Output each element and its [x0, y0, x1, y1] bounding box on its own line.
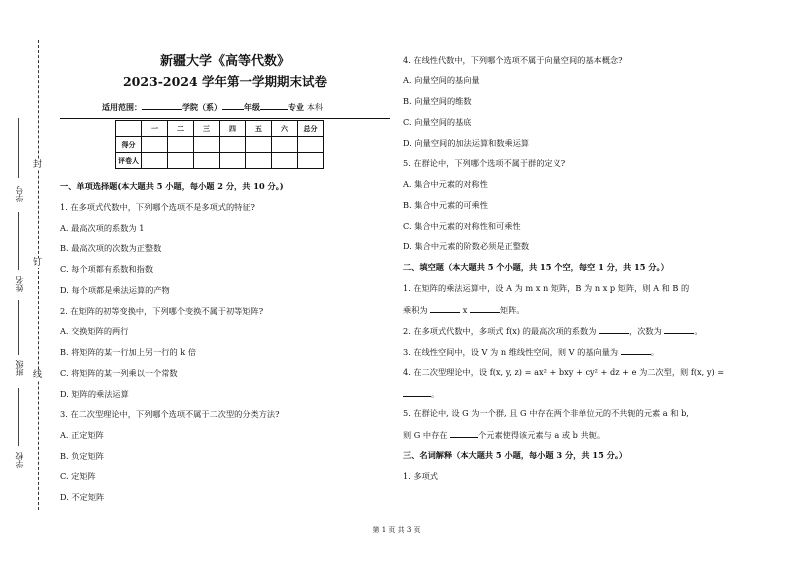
col-header: 三	[194, 121, 220, 137]
grader-cell[interactable]	[246, 153, 272, 169]
score-cell[interactable]	[298, 137, 324, 153]
q3-option: C. 定矩阵	[60, 471, 96, 481]
q1-option: C. 每个项都有系数和指数	[60, 264, 154, 274]
class-label: 班级	[15, 360, 24, 376]
fill-q1-blank-cols[interactable]	[470, 304, 500, 313]
fill-q1-line1: 1. 在矩阵的乘法运算中，设 A 为 m x n 矩阵，B 为 n x p 矩阵，则 A 和 B 的	[403, 283, 690, 293]
college-blank[interactable]	[142, 101, 182, 110]
fill-q2-text-b: ，次数为	[629, 326, 662, 336]
col-header: 五	[246, 121, 272, 137]
fill-q1-blank-rows[interactable]	[430, 304, 460, 313]
fill-q3-text-a: 3. 在线性空间中，设 V 为 n 维线性空间，则 V 的基向量为	[403, 347, 619, 357]
scope-label: 适用范围：	[102, 102, 142, 112]
binding-dashed-line	[38, 40, 39, 510]
score-cell[interactable]	[220, 137, 246, 153]
fill-q4-line1: 4. 在二次型理论中，设 f(x, y, z) = ax² + bxy + cy² + dz + e 为二次型，则 f(x, y) =	[403, 367, 725, 377]
q1-option: A. 最高次项的系数为 1	[60, 223, 145, 233]
score-table-header	[116, 121, 324, 137]
fill-q2	[403, 325, 703, 337]
grader-cell[interactable]	[272, 153, 298, 169]
row-label: 得分	[116, 137, 142, 153]
fill-q2-text-c: 。	[694, 326, 703, 336]
fill-q1-line2	[403, 304, 525, 316]
q2-stem: 2. 在矩阵的初等变换中，下列哪个变换不属于初等矩阵?	[60, 306, 264, 316]
grader-cell[interactable]	[142, 153, 168, 169]
name-line	[18, 212, 19, 270]
score-table	[115, 120, 324, 169]
col-header: 总分	[298, 121, 324, 137]
col-header: 四	[220, 121, 246, 137]
seal-mark: 封	[33, 160, 43, 170]
grader-cell[interactable]	[220, 153, 246, 169]
q2-option: B. 将矩阵的某一行加上另一行的 k 倍	[60, 347, 197, 357]
major-blank[interactable]	[260, 101, 288, 110]
q5-option: A. 集合中元素的对称性	[403, 179, 488, 189]
grader-cell[interactable]	[168, 153, 194, 169]
binding-margin	[0, 0, 50, 561]
q5-option: B. 集合中元素的可乘性	[403, 200, 488, 210]
student-id-line	[18, 118, 19, 178]
score-cell[interactable]	[142, 137, 168, 153]
q4-option: C. 向量空间的基底	[403, 117, 472, 127]
q3-stem: 3. 在二次型理论中，下列哪个选项不属于二次型的分类方法?	[60, 409, 280, 419]
exam-title: 2023-2024 学年第一学期期末试卷	[122, 74, 328, 89]
line-mark: 线	[33, 370, 43, 380]
score-cell[interactable]	[272, 137, 298, 153]
school-title: 新疆大学《高等代数》	[159, 54, 290, 69]
q2-option: A. 交换矩阵的两行	[60, 326, 129, 336]
section2-heading: 二、填空题（本大题共 5 个小题，共 15 个空，每空 1 分，共 15 分。）	[403, 262, 669, 272]
section3-heading: 三、名词解释（本大题共 5 小题，每小题 3 分，共 15 分。）	[403, 450, 628, 460]
grade-blank[interactable]	[222, 101, 244, 110]
q3-option: A. 正定矩阵	[60, 430, 104, 440]
bind-mark: 钉	[33, 258, 43, 268]
q5-option: C. 集合中元素的对称性和可乘性	[403, 221, 521, 231]
grader-cell[interactable]	[298, 153, 324, 169]
col-header: 二	[168, 121, 194, 137]
col-header: 六	[272, 121, 298, 137]
term-q1: 1. 多项式	[403, 471, 438, 481]
row-label: 评卷人	[116, 153, 142, 169]
school-line	[18, 388, 19, 446]
fill-q3-text-b: 。	[650, 347, 659, 357]
student-id-label: 学号	[15, 186, 24, 202]
fill-q3-blank[interactable]	[621, 346, 651, 355]
college-label: 学院（系）	[182, 102, 222, 112]
fill-q4-text-b: 。	[431, 389, 440, 399]
q5-option: D. 集合中元素的阶数必须是正整数	[403, 241, 530, 251]
fill-q5-text-a: 则 G 中存在	[403, 430, 448, 440]
score-row	[116, 137, 324, 153]
major-label: 专业	[288, 102, 304, 112]
score-cell[interactable]	[246, 137, 272, 153]
header-rule	[60, 118, 390, 119]
q2-option: D. 矩阵的乘法运算	[60, 389, 129, 399]
fill-q5-line2	[403, 429, 605, 441]
col-header: 一	[142, 121, 168, 137]
q3-option: D. 不定矩阵	[60, 492, 105, 502]
fill-q2-blank-coef[interactable]	[599, 325, 629, 334]
fill-q5-blank[interactable]	[450, 429, 478, 438]
scope-line	[102, 101, 323, 113]
fill-q3	[403, 346, 659, 358]
page-footer: 第 1 页 共 3 页	[372, 526, 421, 534]
score-table-corner	[116, 121, 142, 137]
level-value: 本科	[307, 103, 323, 112]
q1-option: D. 每个项都是乘法运算的产物	[60, 285, 170, 295]
q1-stem: 1. 在多项式代数中，下列哪个选项不是多项式的特征?	[60, 202, 255, 212]
fill-q4-line2	[403, 388, 439, 400]
section1-heading: 一、单项选择题(本大题共 5 小题，每小题 2 分，共 10 分。)	[60, 181, 284, 191]
q3-option: B. 负定矩阵	[60, 451, 104, 461]
school-label: 学校	[15, 452, 24, 468]
q4-option: B. 向量空间的维数	[403, 96, 472, 106]
name-label: 姓名	[15, 276, 24, 292]
fill-q4-blank[interactable]	[403, 388, 431, 397]
fill-q1-text-a: 乘积为	[403, 305, 428, 315]
q4-stem: 4. 在线性代数中，下列哪个选项不属于向量空间的基本概念?	[403, 55, 623, 65]
q4-option: A. 向量空间的基向量	[403, 75, 480, 85]
score-cell[interactable]	[194, 137, 220, 153]
q4-option: D. 向量空间的加法运算和数乘运算	[403, 138, 530, 148]
grader-row	[116, 153, 324, 169]
q2-option: C. 将矩阵的某一列乘以一个常数	[60, 368, 178, 378]
fill-q2-blank-degree[interactable]	[664, 325, 694, 334]
grade-label: 年级	[244, 102, 260, 112]
q5-stem: 5. 在群论中，下列哪个选项不属于群的定义?	[403, 158, 566, 168]
fill-q1-text-c: 矩阵。	[500, 305, 525, 315]
class-line	[18, 300, 19, 355]
fill-q5-line1: 5. 在群论中, 设 G 为一个群, 且 G 中存在两个非单位元的不共轭的元素 a 和 b,	[403, 408, 689, 418]
fill-q2-text-a: 2. 在多项式代数中，多项式 f(x) 的最高次项的系数为	[403, 326, 597, 336]
fill-q5-text-b: 个元素使得该元素与 a 或 b 共轭。	[478, 430, 606, 440]
score-cell[interactable]	[168, 137, 194, 153]
fill-q1-text-b: x	[462, 305, 468, 315]
grader-cell[interactable]	[194, 153, 220, 169]
q1-option: B. 最高次项的次数为正整数	[60, 243, 162, 253]
